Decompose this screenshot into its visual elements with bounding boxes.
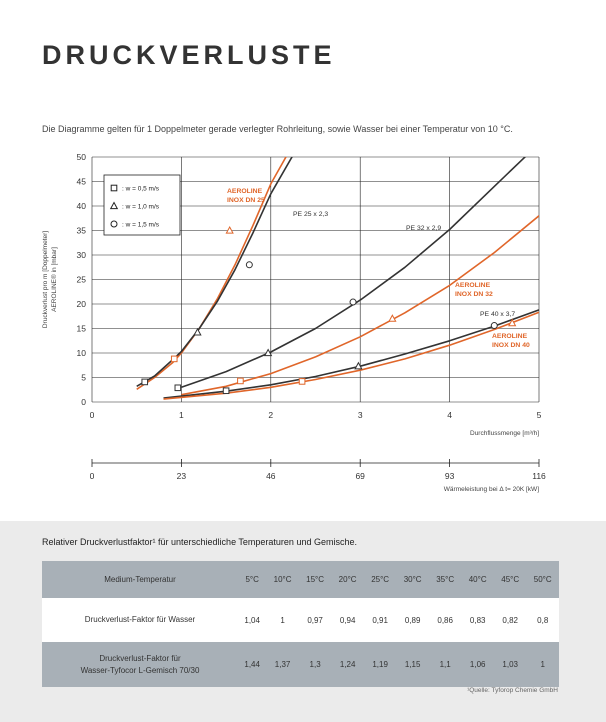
marker-triangle [194, 329, 201, 335]
header-cell: 40°C [468, 575, 487, 584]
y-tick-label: 5 [81, 372, 86, 383]
table-cell: 0,83 [469, 615, 486, 625]
header-cell: 35°C [436, 575, 455, 584]
table-cell: 1,1 [439, 660, 451, 669]
y-axis-label [42, 231, 58, 328]
y-axis-label-line: AEROLINE® in [mbar] [51, 247, 58, 312]
header-cell: 30°C [403, 575, 422, 584]
table-row [42, 598, 559, 642]
series-label: INOX DN 40 [492, 342, 530, 349]
header-cell: 45°C [501, 575, 520, 584]
y-tick-label: 45 [76, 176, 86, 187]
marker-circle [246, 262, 252, 268]
series-line [164, 312, 540, 399]
series-label: AEROLINE [227, 188, 263, 195]
header-cell: 25°C [371, 575, 390, 584]
series-label: PE 32 x 2,9 [406, 225, 442, 232]
legend-marker-square [111, 185, 117, 191]
x-tick-label: 4 [447, 410, 452, 420]
y-axis-label-line: Druckverlust pro m [Doppelmeter] [42, 230, 49, 329]
marker-square [175, 385, 181, 391]
marker-square [223, 388, 229, 394]
x-tick-label: 2 [268, 410, 274, 420]
table-cell: 0,91 [372, 615, 388, 625]
series-label: AEROLINE [492, 333, 528, 340]
y-tick-label: 35 [76, 225, 86, 236]
series-label: PE 25 x 2,3 [293, 211, 329, 218]
x-tick-label: 1 [179, 410, 184, 420]
header-cell: 50°C [533, 575, 552, 584]
row-label-line: Wasser-Tyfocor L-Gemisch 70/30 [80, 665, 200, 675]
table-cell: 1,04 [244, 615, 260, 625]
series-label: AEROLINE [455, 282, 491, 289]
x-tick-label: 3 [357, 410, 363, 420]
marker-square [171, 356, 177, 362]
page-title: DRUCKVERLUSTE [42, 40, 336, 70]
series-label: INOX DN 32 [455, 291, 493, 298]
table-cell: 1 [540, 660, 545, 669]
header-cell: 5°C [245, 575, 259, 584]
factor-table-header [42, 561, 559, 598]
table-cell: 0,86 [437, 615, 453, 625]
table-cell: 1,15 [404, 660, 421, 669]
source-note: ¹Quelle: Tyforop Chemie GmbH [467, 687, 558, 694]
marker-square [299, 379, 305, 385]
row-label-line: Druckverlust-Faktor für [99, 653, 181, 663]
factor-table [42, 561, 559, 687]
table-row [42, 642, 559, 687]
curves-group [137, 147, 539, 399]
secondary-tick-label: 116 [532, 471, 546, 481]
row-label [42, 642, 238, 687]
secondary-axis-label: Wärmeleistung bei Δ t= 20K [kW] [443, 486, 539, 493]
table-cell: 0,89 [404, 615, 421, 625]
series-line [164, 310, 540, 398]
table-cell: 1,19 [372, 660, 388, 669]
table-cell: 1,37 [274, 660, 291, 669]
secondary-tick-label: 23 [176, 471, 187, 481]
marker-circle [491, 323, 497, 329]
secondary-tick-label: 69 [355, 471, 365, 481]
legend-marker-circle [111, 221, 117, 227]
chart-legend [104, 175, 180, 235]
y-tick-label: 30 [76, 250, 86, 260]
table-cell: 1,3 [309, 660, 321, 669]
marker-square [238, 378, 244, 384]
table-cell: 1,06 [469, 660, 486, 669]
legend-label: : w = 1,0 m/s [122, 203, 160, 211]
y-tick-label: 40 [76, 201, 86, 211]
factor-section [0, 521, 606, 722]
table-cell: 1,24 [339, 660, 356, 669]
table-cell: 0,97 [307, 615, 323, 625]
marker-circle [350, 299, 356, 305]
series-label: PE 40 x 3,7 [480, 311, 516, 318]
table-cell: 0,94 [339, 615, 356, 625]
table-cell: 1,44 [244, 660, 260, 669]
y-tick-label: 15 [76, 323, 86, 334]
secondary-tick-label: 46 [266, 471, 276, 481]
table-cell: 1,03 [502, 660, 518, 669]
y-tick-label: 20 [76, 299, 86, 309]
y-tick-label: 10 [76, 348, 86, 358]
marker-triangle [226, 227, 233, 233]
legend-label: : w = 0,5 m/s [122, 185, 160, 193]
marker-square [142, 379, 148, 385]
y-tick-label: 50 [76, 152, 86, 162]
header-cell: Medium-Temperatur [104, 574, 176, 584]
header-cell: 10°C [273, 575, 292, 584]
y-tick-label: 25 [76, 274, 86, 285]
intro-text: Die Diagramme gelten für 1 Doppelmeter gerade verlegter Rohrleitung, sowie Wasser bei einer Temperatur von 10 °C. [42, 124, 513, 134]
secondary-tick-label: 93 [444, 471, 455, 481]
x-tick-label: 0 [89, 410, 95, 420]
factor-title: Relativer Druckverlustfaktor¹ für unterschiedliche Temperaturen und Gemische. [42, 537, 357, 547]
x-tick-label: 5 [536, 410, 542, 420]
y-tick-label: 0 [81, 397, 86, 407]
header-cell: 15°C [306, 575, 325, 584]
row-label: Druckverlust-Faktor für Wasser [84, 615, 196, 624]
series-label: INOX DN 25 [227, 197, 265, 204]
legend-label: : w = 1,5 m/s [122, 221, 160, 229]
secondary-tick-label: 0 [89, 471, 95, 481]
table-cell: 0,8 [537, 615, 549, 625]
x-axis-label: Durchflussmenge [m³/h] [470, 430, 539, 437]
table-cell: 0,82 [502, 615, 518, 625]
table-cell: 1 [280, 615, 285, 625]
pressure-loss-chart [0, 140, 606, 500]
header-cell: 20°C [338, 575, 357, 584]
